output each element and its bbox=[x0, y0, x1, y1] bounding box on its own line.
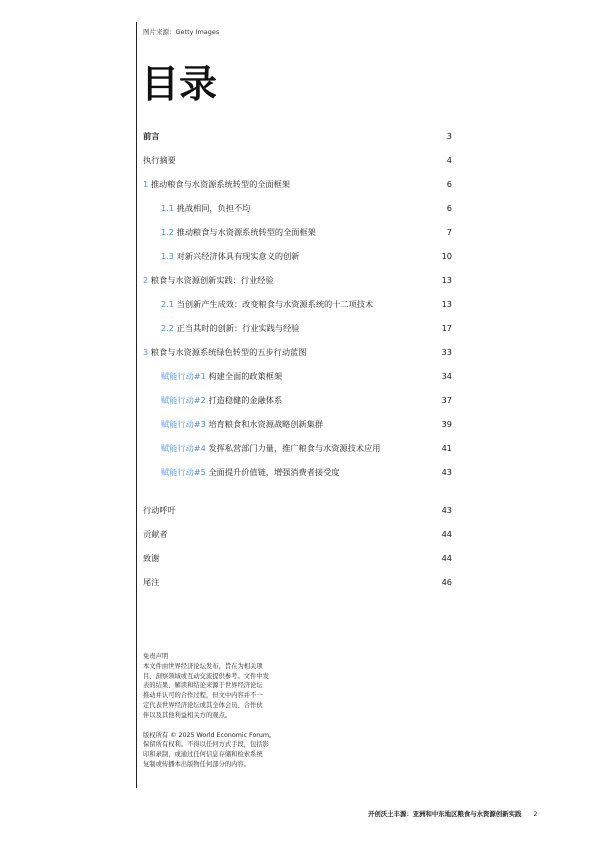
toc-entry-page: 4 bbox=[446, 155, 452, 165]
toc-entry-label bbox=[161, 442, 380, 454]
toc-entry-label bbox=[143, 178, 290, 190]
toc-entry[interactable] bbox=[143, 394, 452, 406]
toc-entry-text: 全面提升价值链，增强消费者接受度 bbox=[208, 467, 340, 477]
toc-entry-text: 发挥私营部门力量，推广粮食与水资源技术应用 bbox=[208, 443, 381, 453]
toc-entry-text: 正当其时的创新：行业实践与经验 bbox=[176, 323, 300, 333]
disclaimer-line: 表的结果、解读和结论来源于世界经济论坛 bbox=[143, 682, 263, 690]
toc-entry[interactable] bbox=[143, 370, 452, 382]
toc-entry[interactable] bbox=[143, 154, 452, 166]
toc-entry-text: 推动粮食与水资源系统转型的全面框架 bbox=[150, 179, 291, 189]
toc-entry[interactable] bbox=[143, 250, 452, 262]
copyright-line: 保留所有权利。不得以任何方式手段，包括影 bbox=[143, 741, 269, 749]
toc-entry-page: 39 bbox=[441, 419, 452, 429]
toc-entry-page: 44 bbox=[441, 529, 452, 539]
toc-entry-text: 培育粮食和水资源战略创新集群 bbox=[208, 419, 324, 429]
toc-entry-number: 赋能行动#2 bbox=[161, 395, 209, 405]
toc-entry-page: 6 bbox=[446, 179, 452, 189]
toc-entry-label bbox=[143, 130, 159, 142]
toc-entry-page: 17 bbox=[441, 323, 452, 333]
toc-entry-label bbox=[161, 250, 299, 262]
toc-entry-text: 前言 bbox=[143, 131, 160, 141]
toc-entry-label bbox=[143, 552, 159, 564]
toc-entry-label bbox=[161, 466, 339, 478]
toc-entry-number: 1.1 bbox=[161, 203, 177, 213]
copyright-line: 印和录制，或通过任何信息存储和检索系统 bbox=[143, 751, 263, 759]
toc-entry-page: 43 bbox=[441, 505, 452, 515]
toc-entry-text: 行动呼吁 bbox=[143, 505, 176, 515]
toc-entry-text: 对新兴经济体具有现实意义的创新 bbox=[176, 251, 300, 261]
footer-page-number: 2 bbox=[533, 810, 538, 818]
toc-entry-number: 2.2 bbox=[161, 323, 177, 333]
toc-entry-label bbox=[143, 576, 159, 588]
toc-entry-label bbox=[161, 418, 323, 430]
toc-entry-label bbox=[161, 370, 282, 382]
toc-entry-number: 赋能行动#5 bbox=[161, 467, 209, 477]
disclaimer-line: 目、洞察领域或互动交流提供参考。文件中发 bbox=[143, 672, 269, 680]
disclaimer-title: 免责声明 bbox=[143, 653, 169, 660]
toc-entry-number: 2.1 bbox=[161, 299, 177, 309]
disclaimer-gap bbox=[143, 721, 303, 731]
photo-credit: 图片来源：Getty Images bbox=[143, 28, 220, 36]
toc-entry[interactable] bbox=[143, 178, 452, 190]
toc-entry-page: 34 bbox=[441, 371, 452, 381]
copyright-line: 复制或传播本出版物任何部分的内容。 bbox=[143, 760, 251, 768]
toc-entry-label bbox=[143, 154, 176, 166]
toc-entry-text: 粮食与水资源系统绿色转型的五步行动蓝图 bbox=[150, 347, 307, 357]
toc-entry-page: 3 bbox=[446, 131, 452, 141]
toc-entry-text: 贡献者 bbox=[143, 529, 168, 539]
toc-entry-text: 致谢 bbox=[143, 553, 160, 563]
toc-entry[interactable] bbox=[143, 552, 452, 564]
toc-entry-text: 推动粮食与水资源系统转型的全面框架 bbox=[176, 227, 316, 237]
toc-entry-number: 1.3 bbox=[161, 251, 177, 261]
toc-entry-label bbox=[161, 298, 373, 310]
toc-entry-number: 1.2 bbox=[161, 227, 177, 237]
toc-entry-text: 构建全面的政策框架 bbox=[208, 371, 283, 381]
toc-entry-number: 赋能行动#1 bbox=[161, 371, 209, 381]
margin-rule bbox=[136, 22, 137, 788]
toc-entry[interactable] bbox=[143, 504, 452, 516]
toc-entry-label bbox=[161, 226, 316, 238]
page-footer bbox=[368, 809, 537, 818]
disclaimer-line: 伴以及其他利益相关方的观点。 bbox=[143, 711, 232, 719]
toc-entry[interactable] bbox=[143, 322, 452, 334]
toc-entry[interactable] bbox=[143, 442, 452, 454]
disclaimer-line: 推动并认可的合作过程，但文中内容并不一 bbox=[143, 692, 263, 700]
toc-entry-page: 46 bbox=[441, 577, 452, 587]
toc-entry[interactable] bbox=[143, 274, 452, 286]
page-title: 目录 bbox=[141, 62, 218, 106]
disclaimer-line: 定代表世界经济论坛或其全体会员、合作伙 bbox=[143, 701, 263, 709]
toc-entry[interactable] bbox=[143, 346, 452, 358]
toc-entry-text: 尾注 bbox=[143, 577, 160, 587]
footer-title: 开创沃土丰源：亚洲和中东地区粮食与水资源创新实践 bbox=[368, 810, 522, 818]
toc-entry-page: 7 bbox=[446, 227, 452, 237]
toc-entry-number: 3 bbox=[143, 347, 151, 357]
toc-entry-label bbox=[143, 346, 306, 358]
toc-entry-number: 赋能行动#3 bbox=[161, 419, 209, 429]
toc-entry-page: 44 bbox=[441, 553, 452, 563]
toc-entry[interactable] bbox=[143, 202, 452, 214]
toc-entry[interactable] bbox=[143, 528, 452, 540]
toc-entry-page: 13 bbox=[441, 299, 452, 309]
toc-entry-text: 打造稳健的金融体系 bbox=[208, 395, 283, 405]
toc-entry-label bbox=[161, 322, 299, 334]
toc-entry[interactable] bbox=[143, 130, 452, 142]
toc-entry-page: 33 bbox=[441, 347, 452, 357]
toc-entry-label bbox=[161, 202, 250, 214]
toc-entry-label bbox=[143, 274, 274, 286]
copyright-line: 版权所有 © 2025 World Economic Forum。 bbox=[143, 731, 276, 739]
toc-entry[interactable] bbox=[143, 466, 452, 478]
toc-entry-page: 41 bbox=[441, 443, 452, 453]
toc-entry-text: 执行摘要 bbox=[143, 155, 176, 165]
disclaimer-line: 本文件由世界经济论坛发布，旨在为相关项 bbox=[143, 662, 263, 670]
toc-entry-number: 赋能行动#4 bbox=[161, 443, 209, 453]
toc-entry-label bbox=[143, 528, 168, 540]
toc-entry-text: 粮食与水资源创新实践：行业经验 bbox=[150, 275, 274, 285]
toc-entry-page: 6 bbox=[446, 203, 452, 213]
toc-entry[interactable] bbox=[143, 418, 452, 430]
toc-entry-label bbox=[161, 394, 282, 406]
toc-entry[interactable] bbox=[143, 576, 452, 588]
toc-entry-number: 1 bbox=[143, 179, 151, 189]
toc-entry-page: 43 bbox=[441, 467, 452, 477]
toc-entry[interactable] bbox=[143, 298, 452, 310]
toc-entry-text: 当创新产生成效：改变粮食与水资源系统的十二项技术 bbox=[176, 299, 374, 309]
toc-entry-page: 13 bbox=[441, 275, 452, 285]
toc-entry-text: 挑战相同，负担不均 bbox=[176, 203, 251, 213]
disclaimer bbox=[143, 652, 303, 770]
toc-entry-number: 2 bbox=[143, 275, 151, 285]
toc-entry-page: 37 bbox=[441, 395, 452, 405]
toc-entry-label bbox=[143, 504, 176, 516]
toc-entry-page: 10 bbox=[441, 251, 452, 261]
toc-entry[interactable] bbox=[143, 226, 452, 238]
